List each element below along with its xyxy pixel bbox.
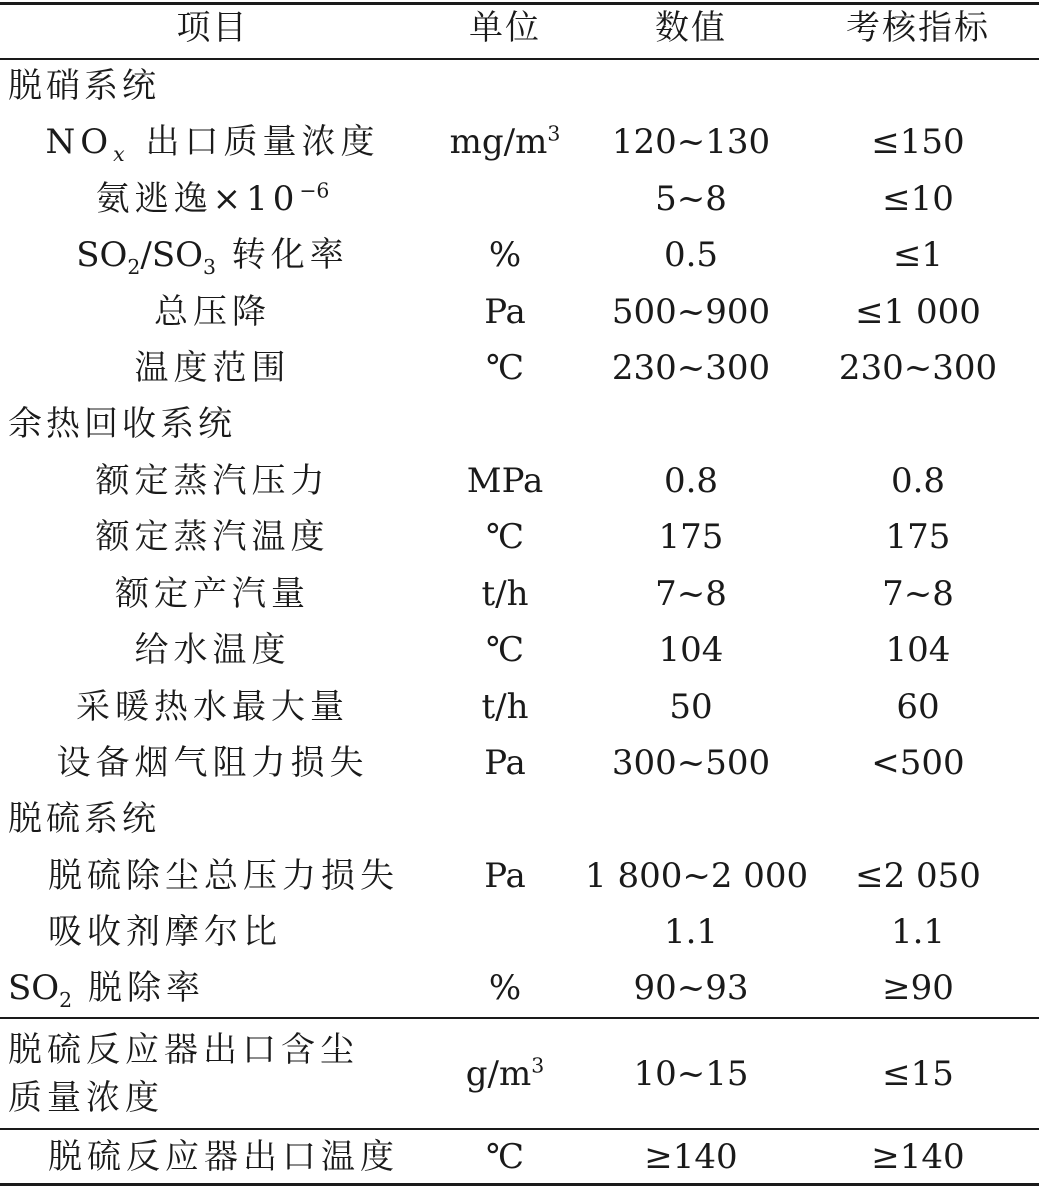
unit-cell: t/h: [481, 574, 529, 614]
item-cell: $SO_2$ 脱除率: [8, 968, 205, 1012]
unit-cell: %: [488, 968, 522, 1008]
standard-cell: ≤10: [882, 179, 954, 219]
unit-cell: $g/m^3$: [465, 1053, 545, 1094]
table-row: [0, 517, 1039, 557]
unit-cell: ℃: [485, 1137, 525, 1177]
standard-cell: 1.1: [890, 912, 946, 952]
item-cell: $NO_x$ 出口质量浓度: [45, 122, 380, 166]
table-row: [0, 912, 1039, 952]
value-cell: 1.1: [663, 912, 719, 952]
standard-cell: ≤1: [892, 235, 944, 275]
section-row: [0, 66, 1039, 106]
unit-cell: Pa: [484, 292, 526, 332]
value-cell: 10~15: [633, 1054, 749, 1094]
item-cell: 吸收剂摩尔比: [48, 912, 282, 952]
item-cell: 温度范围: [134, 348, 291, 388]
standard-cell: ≤1 000: [855, 292, 981, 332]
unit-cell: %: [488, 235, 522, 275]
item-cell: 总压降: [154, 292, 271, 332]
item-cell: 氨逃逸$\times 10^{-6}$: [95, 178, 330, 219]
table-row: [0, 1137, 1039, 1177]
item-cell: 额定蒸汽压力: [95, 461, 330, 501]
standard-cell: 60: [896, 687, 940, 727]
value-cell: 90~93: [633, 968, 749, 1008]
item-cell: 脱硫反应器出口含尘 质量浓度: [8, 1030, 359, 1118]
unit-cell: ℃: [485, 348, 525, 388]
item-cell: 脱硫除尘总压力损失: [48, 856, 399, 896]
table-row: [0, 121, 1039, 166]
unit-cell: Pa: [484, 856, 526, 896]
table-row: [0, 856, 1039, 896]
header-standard: 考核指标: [846, 8, 990, 48]
standard-cell: ≤150: [871, 122, 965, 162]
standard-cell: <500: [871, 743, 965, 783]
item-cell: 给水温度: [134, 630, 291, 670]
item-cell: 脱硫反应器出口温度: [48, 1137, 399, 1177]
value-cell: 0.5: [663, 235, 719, 275]
value-cell: 175: [658, 517, 724, 557]
value-cell: 104: [658, 630, 724, 670]
row-rule: [0, 1017, 1039, 1019]
standard-cell: 175: [885, 517, 951, 557]
item-cell: 采暖热水最大量: [76, 687, 349, 727]
value-cell: 300~500: [611, 743, 771, 783]
section-row: [0, 404, 1039, 444]
standard-cell: ≤2 050: [855, 856, 981, 896]
value-cell: 500~900: [611, 292, 771, 332]
table-header: [0, 8, 1039, 48]
table-row: [0, 235, 1039, 279]
bottom-rule: [0, 1183, 1039, 1186]
item-cell: 额定蒸汽温度: [95, 517, 330, 557]
table-row: [0, 574, 1039, 614]
standard-cell: ≥90: [882, 968, 954, 1008]
section-row: [0, 799, 1039, 839]
standard-cell: ≤15: [882, 1054, 954, 1094]
section-label: 脱硫系统: [8, 799, 160, 839]
standard-cell: 104: [885, 630, 951, 670]
value-cell: 120~130: [611, 122, 771, 162]
table-row: [0, 348, 1039, 388]
table-row: [0, 179, 1039, 219]
value-cell: 1 800~2 000: [585, 856, 809, 896]
table-row: [0, 743, 1039, 783]
value-cell: 230~300: [611, 348, 771, 388]
table-row: [0, 1026, 1039, 1122]
value-cell: 50: [669, 687, 713, 727]
unit-cell: ℃: [485, 517, 525, 557]
standard-cell: ≥140: [871, 1137, 965, 1177]
row-rule: [0, 1128, 1039, 1130]
header-unit: 单位: [469, 8, 541, 48]
value-cell: 7~8: [655, 574, 727, 614]
standard-cell: 7~8: [882, 574, 954, 614]
standard-cell: 0.8: [890, 461, 946, 501]
standard-cell: 230~300: [838, 348, 998, 388]
table-row: [0, 687, 1039, 727]
unit-cell: MPa: [466, 461, 544, 501]
item-cell: 额定产汽量: [115, 574, 310, 614]
header-rule: [0, 58, 1039, 60]
item-cell: 设备烟气阻力损失: [56, 743, 369, 783]
header-value: 数值: [655, 8, 727, 48]
unit-cell: t/h: [481, 687, 529, 727]
section-label: 余热回收系统: [8, 404, 236, 444]
item-cell: $SO_2/SO_3$ 转化率: [76, 235, 349, 279]
unit-cell: $mg/m^3$: [449, 121, 561, 162]
unit-cell: ℃: [485, 630, 525, 670]
table-row: [0, 461, 1039, 501]
table-row: [0, 292, 1039, 332]
header-item: 项目: [176, 8, 249, 48]
top-rule: [0, 2, 1039, 5]
table-row: [0, 630, 1039, 670]
unit-cell: Pa: [484, 743, 526, 783]
value-cell: 5~8: [655, 179, 727, 219]
section-label: 脱硝系统: [8, 66, 160, 106]
table-row: [0, 968, 1039, 1012]
value-cell: ≥140: [644, 1137, 738, 1177]
value-cell: 0.8: [663, 461, 719, 501]
